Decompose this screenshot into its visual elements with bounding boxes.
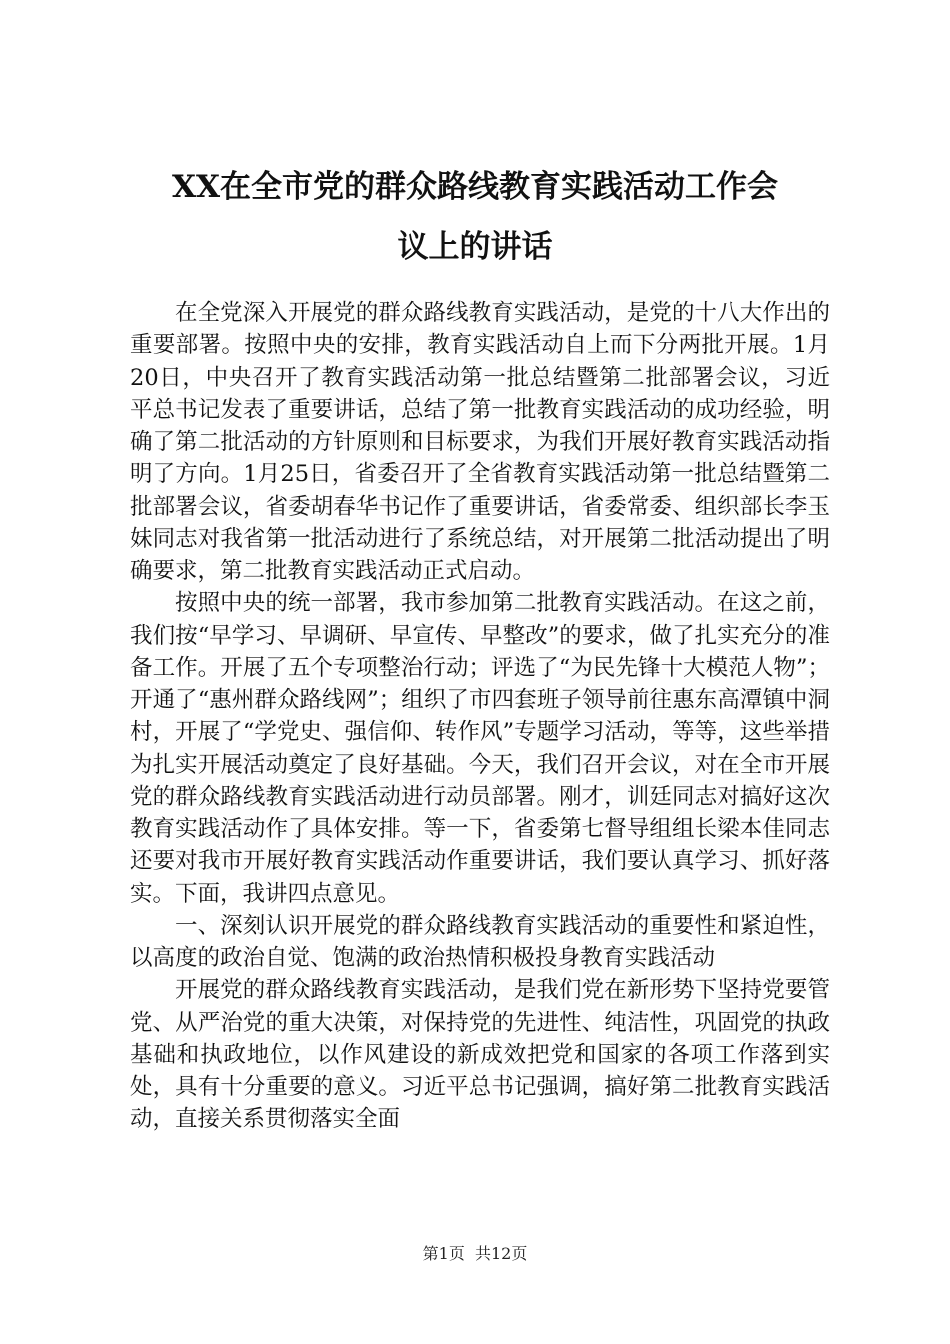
paragraph-significance: 开展党的群众路线教育实践活动，是我们党在新形势下坚持党要管党、从严治党的重大决策，对保持党的先进性、纯洁性，巩固党的执政基础和执政地位，以作风建设的新成效把党和国家的各项工作落到实处，具有十分重要的意义。习近平总书记强调，搞好第二批教育实践活动，直接关系贯彻落实全面: [130, 977, 830, 1133]
document-body: [130, 297, 830, 1136]
section-heading-one: 一、深刻认识开展党的群众路线教育实践活动的重要性和紧迫性，以高度的政治自觉、饱满的政治热情积极投身教育实践活动: [130, 912, 830, 971]
paragraph-intro: 在全党深入开展党的群众路线教育实践活动，是党的十八大作出的重要部署。按照中央的安排，教育实践活动自上而下分两批开展。1月20日，中央召开了教育实践活动第一批总结暨第二批部署会议，习近平总书记发表了重要讲话，总结了第一批教育实践活动的成功经验，明确了第二批活动的方针原则和目标要求，为我们开展好教育实践活动指明了方向。1月25日，省委召开了全省教育实践活动第一批总结暨第二批部署会议，省委胡春华书记作了重要讲话，省委常委、组织部长李玉妹同志对我省第一批活动进行了系统总结，对开展第二批活动提出了明确要求，第二批教育实践活动正式启动。: [130, 300, 830, 584]
page-number-label: 第1页 共12页: [422, 1244, 528, 1263]
paragraph-preparation: 按照中央的统一部署，我市参加第二批教育实践活动。在这之前，我们按“早学习、早调研、早宣传、早整改”的要求，做了扎实充分的准备工作。开展了五个专项整治行动；评选了“为民先锋十大模范人物”；开通了“惠州群众路线网”；组织了市四套班子领导前往惠东高潭镇中洞村，开展了“学党史、强信仰、转作风”专题学习活动，等等，这些举措为扎实开展活动奠定了良好基础。今天，我们召开会议，对在全市开展党的群众路线教育实践活动进行动员部署。刚才，训廷同志对搞好这次教育实践活动作了具体安排。等一下，省委第七督导组组长梁本佳同志还要对我市开展好教育实践活动作重要讲话，我们要认真学习、抓好落实。下面，我讲四点意见。: [130, 590, 830, 907]
document-title-line-1: XX在全市党的群众路线教育实践活动工作会: [171, 169, 779, 205]
document-title-line-2: 议上的讲话: [397, 229, 553, 265]
page-footer: [0, 1241, 950, 1264]
